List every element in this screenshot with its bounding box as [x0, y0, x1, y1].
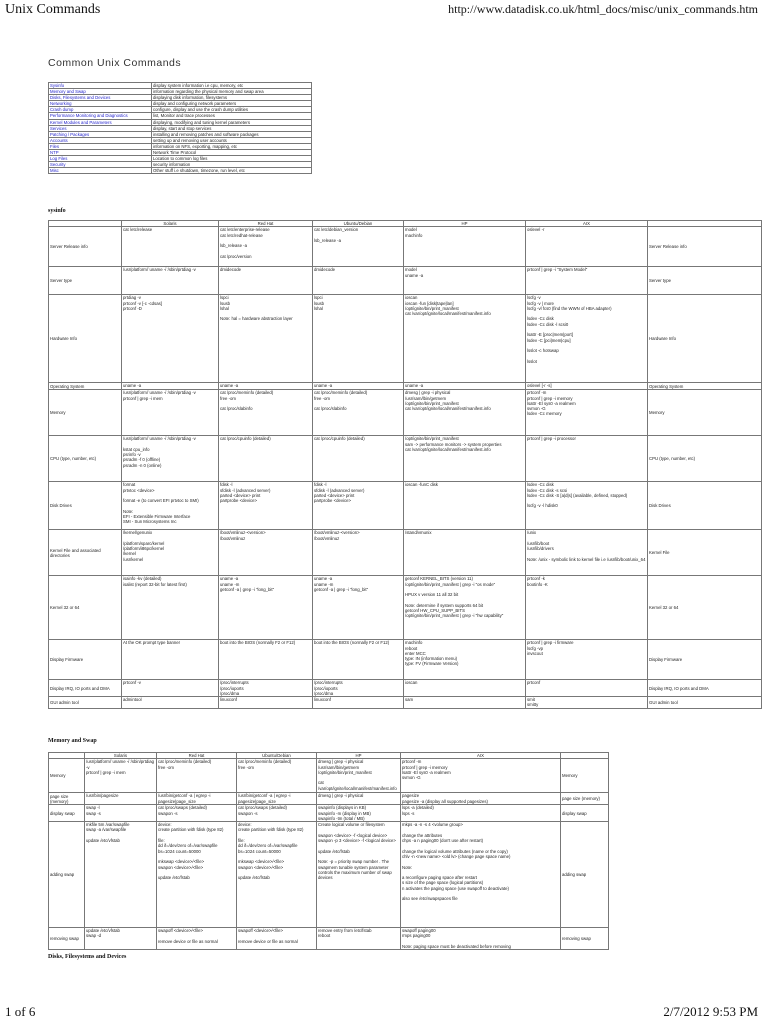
row-label: Display IRQ, IO ports and DMA — [648, 680, 762, 697]
table-cell: swapinfo (displays in KB) swapinfo -m (display in MB) swapinfo -tm (total / MB) — [317, 805, 401, 822]
table-cell: /kernel/genunix /platform/sparc/kernel /platform/i86pc/kernel /kernel /usr/kernel — [122, 530, 219, 576]
table-cell: machinfo reboot enter MCC type: IN (information menu) type: FV (Firmware Version) — [404, 640, 526, 680]
row-label: Server type — [648, 267, 762, 295]
table-cell: /boot/vmlinuz-<version> /boot/vmlinuz — [219, 530, 313, 576]
table-cell: dmidecode — [219, 267, 313, 295]
row-label: adding swap — [49, 822, 85, 928]
category-description: display, start and stop services — [152, 125, 312, 131]
category-link[interactable]: Log Files — [50, 156, 68, 162]
row-label: removing swap — [49, 928, 85, 950]
table-cell: oslevel [-r -s] — [526, 383, 648, 390]
category-link[interactable]: NTP — [50, 150, 59, 156]
table-row — [49, 928, 609, 950]
table-cell: Create logical volume or filesystem swapon <device> -f <logical device> swapon -p 3 <device> -f <logical device> update /etc/fstab Note: -p = priority swap number . The swapmem tunable system parameter controls the maximum number of swap devices — [317, 822, 401, 928]
column-header: Solaris — [85, 753, 157, 759]
table-cell: fdisk -l sfdisk -l (advanced server) parted <device> print partprobe <device> — [313, 482, 404, 530]
table-cell: isainfo -kv (detailed) isalist (report 32-bit for latest first) — [122, 576, 219, 640]
row-label: Operating System — [648, 383, 762, 390]
table-cell: mkps -a -n -s 4 <volume group> change the attributes chps -a n paging00 (don't use after restart) change the logical volume attributes (name or the copy) chlv -n <new name> <old lv> (change page space name) Note: a reconfigure paging space after restart s size of the page space (logical partitions) n activates the paging space (use swapoff to deactivate) also see /etc/swapspaces file — [401, 822, 561, 928]
row-label: Memory — [648, 390, 762, 436]
column-header: Red Hat — [157, 753, 237, 759]
table-cell: /usr/platform/`uname -i`/sbin/prtdiag -v prtconf | grep -i mem — [85, 759, 157, 793]
table-cell: /usr/bin/pagesize — [85, 793, 157, 805]
document-title: Unix Commands — [5, 2, 101, 17]
table-row — [49, 482, 762, 530]
table-cell: device: create partition with fdisk (type 82) file: dd if=/dev/zero of=/var/swapfile bs=1024 count=50000 mkswap <device>/<file> swapon <device>/<file> update /etc/fstab — [237, 822, 317, 928]
table-cell: /usr/platform/`uname -i`/sbin/prtdiag -v — [122, 267, 219, 295]
table-cell: mkfile 5m /var/swapfile swap -a /var/swapfile update /etc/vfstab — [85, 822, 157, 928]
table-cell: swapoff <device>/<file> remove device or file as normal — [237, 928, 317, 950]
table-cell: lsps -a (detailed) lsps -s — [401, 805, 561, 822]
table-cell: dmesg | grep -i physical /usr/sam/lbin/getmem /opt/ignite/bin/print_manifest cat /var/opt/ignite/local/manifest/manifest.info — [317, 759, 401, 793]
table-cell: fdisk -l sfdisk -l (advanced server) parted <device> print partprobe <device> — [219, 482, 313, 530]
table-cell: lscfg -v lscfg -v | more lscfg -vl fcs0 (find the WWN of HBA adapter) lsdev -Cc disk lsdev -Cc disk -l scsi0 lsattr -E [proc|mem|port] lsdev -C [pci|mem|cpu] lsslot -c hotswap lsslot — [526, 295, 648, 383]
table-cell: /proc/interrupts /proc/ioports /proc/dma — [313, 680, 404, 697]
section-title-sysinfo: sysinfo — [48, 208, 66, 214]
row-label: Memory — [49, 390, 122, 436]
table-cell: device: create partition with fdisk (type 82) file: dd if=/dev/zero of=/var/swapfile bs=1024 count=50000 mkswap <device>/<file> swapon <device>/<file> update /etc/fstab — [157, 822, 237, 928]
category-link[interactable]: Memory and Swap — [50, 89, 86, 95]
category-description: list, Monitor and trace processes — [152, 113, 312, 119]
category-description: displaying disk information, filesystems — [152, 95, 312, 101]
row-label: removing swap — [561, 928, 609, 950]
table-cell: linuxconf — [313, 697, 404, 709]
table-row — [49, 383, 762, 390]
table-row — [49, 805, 609, 822]
category-description: Network Time Protocol — [152, 150, 312, 156]
table-cell: uname -a uname -m getconf -a | grep -i "long_bit" — [313, 576, 404, 640]
table-cell: lspci lsusb lshal — [313, 295, 404, 383]
table-cell: boot into the BIOS (normally F2 or F12) — [313, 640, 404, 680]
column-header: AIX — [526, 221, 648, 227]
category-description: Other stuff i.e shutdown, timezone, run level, etc — [152, 168, 312, 174]
category-row — [49, 168, 312, 174]
table-row — [49, 680, 762, 697]
category-description: Location to common log files — [152, 156, 312, 162]
table-cell: ioscan -funC disk — [404, 482, 526, 530]
category-description: setting up and removing user accounts — [152, 137, 312, 143]
category-link[interactable]: Files — [50, 143, 60, 149]
table-cell: dmesg | grep -i physical /usr/sam/lbin/getmem /opt/ignite/bin/print_manifest cat /var/opt/ignite/local/manifest/manifest.info — [404, 390, 526, 436]
table-cell: cat /proc/meminfo (detailed) free -om cat /proc/slabinfo — [219, 390, 313, 436]
column-header: Solaris — [122, 221, 219, 227]
table-cell: prtconf -k bootinfo -K — [526, 576, 648, 640]
memory-swap-table — [48, 752, 609, 950]
row-label: Hardware Info — [49, 295, 122, 383]
column-header: HP — [317, 753, 401, 759]
table-cell: /proc/interrupts /proc/ioports /proc/dma — [219, 680, 313, 697]
category-link[interactable]: Networking — [50, 101, 72, 107]
row-label: Memory — [561, 759, 609, 793]
row-label: page size (memory) — [561, 793, 609, 805]
document-url[interactable]: http://www.datadisk.co.uk/html_docs/misc/unix_commands.htm — [448, 2, 758, 16]
table-cell: /opt/ignite/bin/print_manifest sam -> performance monitors -> system properties cat /var/opt/ignite/local/manifest/manifest.info — [404, 436, 526, 482]
column-header: Ubuntu/Debian — [237, 753, 317, 759]
table-cell: lspci lsusb lshal Note: hal = hardware abstraction layer — [219, 295, 313, 383]
table-row — [49, 227, 762, 267]
table-cell: uname -a — [122, 383, 219, 390]
table-row — [49, 530, 762, 576]
table-cell: /stand/vmunix — [404, 530, 526, 576]
section-title-disks: Disks, Filesystems and Devices — [48, 954, 127, 960]
section-title-memory: Memory and Swap — [48, 738, 97, 744]
table-cell: /unix /usr/lib/boot /usr/lib/drivers Note: /unix - symbolic link to kernel file i.e /usr/lib/boot/unix_64 — [526, 530, 648, 576]
row-label: Disk Drives — [49, 482, 122, 530]
row-label: Memory — [49, 759, 85, 793]
table-cell: model machinfo — [404, 227, 526, 267]
table-row — [49, 697, 762, 709]
row-label: display swap — [561, 805, 609, 822]
table-cell: cat /proc/meminfo (detailed) free -om — [237, 759, 317, 793]
table-cell: uname -a — [313, 383, 404, 390]
column-header: HP — [404, 221, 526, 227]
column-header: Ubuntu/Debian — [313, 221, 404, 227]
table-cell: prtconf — [526, 680, 648, 697]
table-cell: cat /etc/enterprise-release cat /etc/redhat-release lsb_release -a cat /proc/version — [219, 227, 313, 267]
category-link[interactable]: Performance Monitoring and Diagnostics — [50, 113, 128, 119]
table-cell: dmidecode — [313, 267, 404, 295]
table-cell: cat /etc/debian_version lsb_release -a — [313, 227, 404, 267]
table-row — [49, 793, 609, 805]
row-label: Hardware Info — [648, 295, 762, 383]
row-label: Server type — [49, 267, 122, 295]
table-row — [49, 295, 762, 383]
category-description: information on NFS, exporting, mapping, etc — [152, 143, 312, 149]
table-cell: /boot/vmlinuz-<version> /boot/vmlinuz — [313, 530, 404, 576]
category-description: information regarding the physical memory and swap area — [152, 89, 312, 95]
table-cell: getconf KERNEL_BITS (version 11) /opt/ignite/bin/print_manifest | grep -i "os mode" HPUX v version 11 all 32 bit Note: determine if system supports 64 bit getconf HW_CPU_SUPP_BITS /opt/ignite/bin/print_manifest | grep -i "hw capability" — [404, 576, 526, 640]
table-cell: update /etc/vfstab swap -d — [85, 928, 157, 950]
table-cell: model uname -a — [404, 267, 526, 295]
row-label: adding swap — [561, 822, 609, 928]
row-label: Server Release info — [648, 227, 762, 267]
page-title: Common Unix Commands — [48, 57, 182, 69]
table-cell: uname -a uname -m getconf -a | grep -i "long_bit" — [219, 576, 313, 640]
table-cell: cat /proc/meminfo (detailed) free -om cat /proc/slabinfo — [313, 390, 404, 436]
row-label: Kernel 32 or 64 — [49, 576, 122, 640]
row-label: Kernel File and associated directories — [49, 530, 122, 576]
category-link[interactable]: Sysinfo — [50, 83, 65, 88]
category-description: display system information i.e cpu, memory, etc — [152, 83, 312, 89]
table-cell: linuxconf — [219, 697, 313, 709]
table-row — [49, 267, 762, 295]
row-label: Kernel File — [648, 530, 762, 576]
row-label: Disk Drives — [648, 482, 762, 530]
table-cell: prtconf | grep -i processor — [526, 436, 648, 482]
row-label: CPU (type, number, etc) — [49, 436, 122, 482]
table-row — [49, 640, 762, 680]
table-cell: cat /proc/swaps (detailed) swapon -s — [237, 805, 317, 822]
table-cell: /usr/platform/`uname -i`/sbin/prtdiag -v kstat cpu_info psrinfo -v psradm -f 0 (offline) psradm -n 0 (online) — [122, 436, 219, 482]
table-cell: format prtvtoc <device> format -e (to convert EFI prtvtoc to SMI) Note: EFI - Extensible Firmware Interface SMI - Sun Microsystems Inc — [122, 482, 219, 530]
table-cell: pagesize pagesize -a (display all supported pagesizes) — [401, 793, 561, 805]
table-cell: /usr/bin/getconf -a | egrep -i pagesize|page_size — [237, 793, 317, 805]
table-cell: prtconf -v — [122, 680, 219, 697]
page-number: 1 of 6 — [5, 1004, 36, 1019]
category-link[interactable]: Kernel Modules and Parameters — [50, 119, 112, 125]
row-label: Display Firmware — [49, 640, 122, 680]
row-label: page size (memory) — [49, 793, 85, 805]
table-cell: sam — [404, 697, 526, 709]
category-link[interactable]: Crash dump — [50, 107, 74, 113]
table-cell: lsdev -Cc disk lsdev -Cc disk -s scsi lsdev -Cc disk -S [a|d|s] (available, defined, stopped) lscfg -v -l hdisk0 — [526, 482, 648, 530]
table-cell: cat /proc/cpuinfo (detailed) — [219, 436, 313, 482]
table-cell: At the OK prompt type banner — [122, 640, 219, 680]
table-cell: ioscan — [404, 680, 526, 697]
category-description: security information — [152, 162, 312, 168]
category-cell — [49, 168, 152, 174]
row-label: Kernel 32 or 64 — [648, 576, 762, 640]
table-cell: oslevel -r — [526, 227, 648, 267]
table-cell: admintool — [122, 697, 219, 709]
table-cell: swapoff paging00 rmps paging00 Note: paging space must be deactivated before removing — [401, 928, 561, 950]
column-header: AIX — [401, 753, 561, 759]
table-cell: /usr/bin/getconf -a | egrep -i pagesize|page_size — [157, 793, 237, 805]
table-cell: swapoff <device>/<file> remove device or file as normal — [157, 928, 237, 950]
table-row — [49, 576, 762, 640]
row-label: Operating System — [49, 383, 122, 390]
category-link[interactable]: Patching / Packages — [50, 131, 90, 137]
row-label: CPU (type, number, etc) — [648, 436, 762, 482]
table-cell: prtdiag -v prtconf -v [-c -cdsas] prtconf -D — [122, 295, 219, 383]
row-label: Display Firmware — [648, 640, 762, 680]
table-cell: cat /proc/meminfo (detailed) free -om — [157, 759, 237, 793]
category-description: display and configuring network parameters — [152, 101, 312, 107]
table-cell: remove entry from /etc/fstab reboot — [317, 928, 401, 950]
table-row — [49, 822, 609, 928]
sysinfo-table — [48, 220, 762, 709]
row-label: GUI admin tool — [49, 697, 122, 709]
categories-table — [48, 82, 312, 174]
category-description: configure, display and use the crash dump utilities — [152, 107, 312, 113]
category-link[interactable]: Services — [50, 125, 67, 131]
table-cell: cat /proc/swaps (detailed) swapon -s — [157, 805, 237, 822]
row-label: Server Release info — [49, 227, 122, 267]
category-link[interactable]: Security — [50, 162, 66, 168]
table-cell: ioscan ioscan -fun [disk|tape|lan] /opt/ignite/bin/print_manifest cat /var/opt/ignite/local/manifest/manifest.info — [404, 295, 526, 383]
table-cell: uname -a — [219, 383, 313, 390]
category-link[interactable]: Disks, Filesystems and Devices — [50, 95, 111, 101]
table-cell: cat /etc/release — [122, 227, 219, 267]
table-cell: dmesg | grep -i physical — [317, 793, 401, 805]
category-description: displaying, modifying and tuning kernel parameters — [152, 119, 312, 125]
table-cell: smit smitty — [526, 697, 648, 709]
table-row — [49, 759, 609, 793]
row-label: Display IRQ, IO ports and DMA — [49, 680, 122, 697]
print-datetime: 2/7/2012 9:53 PM — [663, 1004, 758, 1019]
table-cell: boot into the BIOS (normally F2 or F12) — [219, 640, 313, 680]
table-cell: cat /proc/cpuinfo (detailed) — [313, 436, 404, 482]
table-cell: swap -l swap -s — [85, 805, 157, 822]
category-link[interactable]: Misc — [50, 168, 59, 174]
category-description: installing and removing patches and software packages — [152, 131, 312, 137]
table-cell: prtconf -m prtconf | grep -i memory lsattr -El sys0 -a realmem svmon -G lsdev -Cc memory — [526, 390, 648, 436]
row-label: display swap — [49, 805, 85, 822]
table-cell: uname -a — [404, 383, 526, 390]
table-row — [49, 436, 762, 482]
table-cell: /usr/platform/`uname -i`/sbin/prtdiag -v prtconf | grep -i mem — [122, 390, 219, 436]
table-cell: prtconf | grep -i "System Model" — [526, 267, 648, 295]
table-cell: prtconf -m prtconf | grep -i memory lsattr -El sys0 -a realmem svmon -G — [401, 759, 561, 793]
table-row — [49, 390, 762, 436]
row-label: GUI admin tool — [648, 697, 762, 709]
table-cell: prtconf | grep -i firmware lscfg -vp invscout — [526, 640, 648, 680]
column-header: Red Hat — [219, 221, 313, 227]
category-link[interactable]: Accounts — [50, 137, 68, 143]
